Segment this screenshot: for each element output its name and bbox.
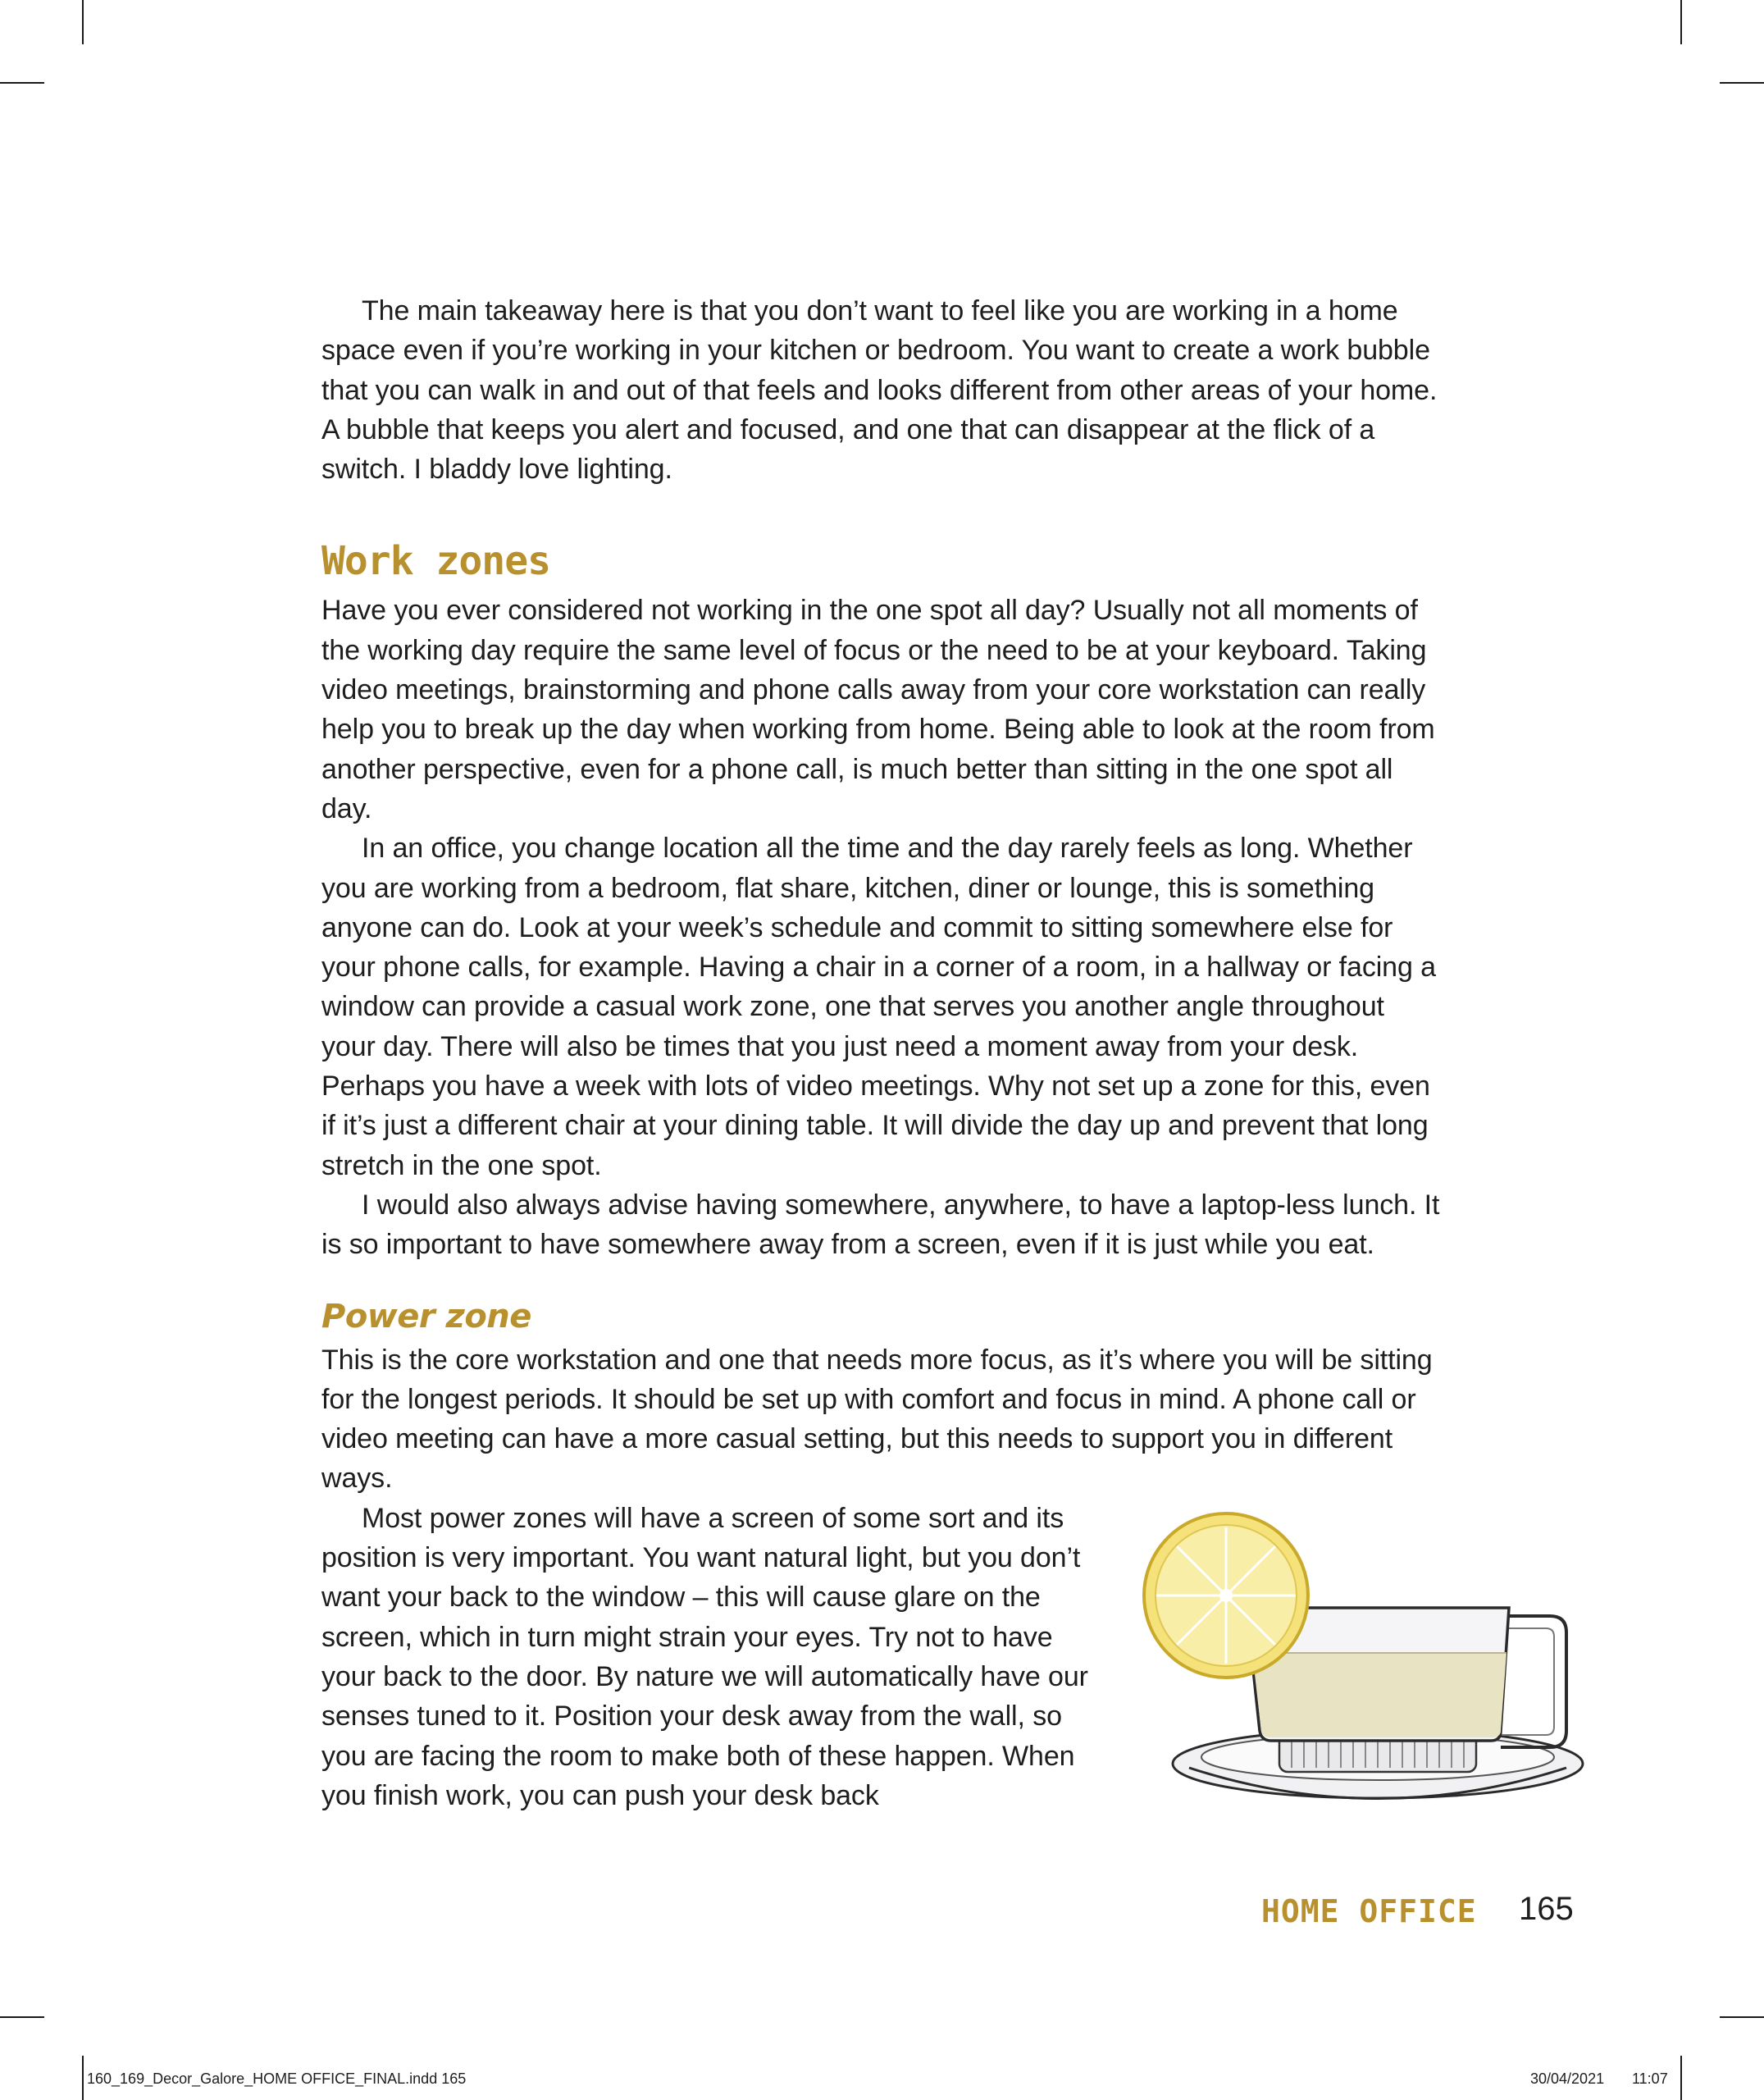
work-zones-paragraph-2: In an office, you change location all the time and the day rarely feels as long. Whether you are working from a bedroom, flat share, kitchen, diner or lounge, this is something anyone can do. Look at your week’s schedule and commit to sitting somewhere else for your phone calls, for example. Having a chair in a corner of a room, in a hallway or facing a window can provide a casual work zone, one that serves you another angle throughout your day. There will also be times that you just need a moment away from your desk. Perhaps you have a week with lots of video meetings. Why not set up a zone for this, even if it’s just a different chair at your dining table. It will divide the day up and prevent that long stretch in the one spot. [321, 833, 1436, 1181]
intro-paragraph: The main takeaway here is that you don’t want to feel like you are working in a home space even if you’re working in your kitchen or bedroom. You want to create a work bubble that you can walk in and out of that feels and looks different from other areas of your home. A bubble that keeps you alert and focused, and one that can disappear at the flick of a switch. I bladdy love lighting. [321, 295, 1438, 486]
crop-mark-bottom-left [82, 2056, 84, 2100]
work-zones-heading: Work zones [321, 538, 550, 585]
slug-file-info: 160_169_Decor_Galore_HOME OFFICE_FINAL.indd 165 [87, 2070, 467, 2087]
power-zone-paragraph-2: Most power zones will have a screen of some sort and its position is very important. You want natural light, but you don’t want your back to the window – this will cause glare on the screen, which in turn might strain your eyes. Try not to have your back to the door. By nature we will automatically have our senses tuned to it. Position your desk away from the wall, so you are facing the room to make both of these happen. When you finish work, you can push your desk back [321, 1502, 1088, 1811]
crop-mark-bottom-right [1680, 2056, 1682, 2100]
section-label: HOME OFFICE [1261, 1893, 1477, 1929]
work-zones-paragraph-1: Have you ever considered not working in the one spot all day? Usually not all moments of the working day require the same level of focus or the need to be at your keyboard. Taking video meetings, brainstorming and phone calls away from your core workstation can really help you to break up the day when working from home. Being able to look at the room from another perspective, even for a phone call, is much better than sitting in the one spot all day. [321, 595, 1435, 824]
slug-date: 30/04/2021 [1530, 2070, 1605, 2087]
glass-cup-with-lemon-illustration [1140, 1485, 1599, 1829]
crop-mark-top-left-h [0, 82, 44, 84]
work-zones-paragraph-3: I would also always advise having somewhere, anywhere, to have a laptop-less lunch. It is so important to have somewhere away from a screen, even if it is just while you eat. [321, 1189, 1440, 1261]
crop-mark-bottom-right-h [1720, 2016, 1764, 2018]
page-number: 165 [1519, 1891, 1574, 1927]
crop-mark-top-right-h [1720, 82, 1764, 84]
power-zone-paragraph-1: This is the core workstation and one that needs more focus, as it’s where you will be sitting for the longest periods. It should be set up with comfort and focus in mind. A phone call or video meeting can have a more casual setting, but this needs to support you in different ways. [321, 1344, 1433, 1495]
crop-mark-bottom-left-h [0, 2016, 44, 2018]
power-zone-heading: Power zone [321, 1297, 531, 1335]
slug-time: 11:07 [1632, 2070, 1668, 2087]
crop-mark-top-left [82, 0, 84, 44]
crop-mark-top-right [1680, 0, 1682, 44]
